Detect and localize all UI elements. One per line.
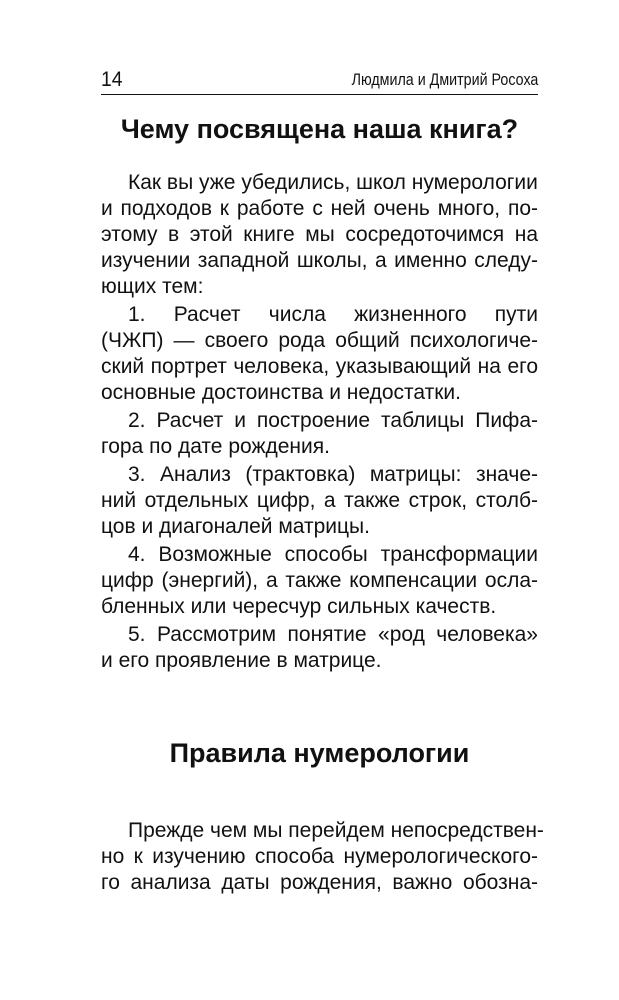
list-item-line: цов и диагоналей матрицы.	[101, 515, 370, 538]
paragraph-line: Как вы уже убедились, школ нумерологии	[128, 171, 538, 194]
list-item-line: бленных или чересчур сильных качеств.	[101, 595, 497, 618]
list-item-line: 5. Рассмотрим понятие «род человека»	[128, 623, 538, 646]
list-item-line: 2. Расчет и построение таблицы Пифа-	[128, 409, 538, 432]
section-heading: Чему посвящена наша книга?	[120, 114, 519, 144]
running-head	[101, 66, 538, 95]
paragraph-line: этому в этой книге мы сосредоточимся на	[101, 223, 538, 246]
list-item-line: 4. Возможные способы трансформации	[128, 543, 538, 566]
running-title: Людмила и Дмитрий Росоха	[351, 70, 538, 89]
list-item-line: цифр (энергий), а также компенсации осла-	[101, 569, 538, 592]
paragraph-line: го анализа даты рождения, важно обозна-	[101, 871, 538, 894]
paragraph-line: но к изучению способа нумерологического-	[101, 845, 538, 868]
list-item-line: гора по дате рождения.	[101, 435, 330, 458]
paragraph-line: изучении западной школы, а именно следу-	[101, 249, 538, 272]
list-item-line: и его проявление в матрице.	[101, 649, 382, 672]
list-item-line: 1. Расчет числа жизненного пути	[128, 303, 538, 326]
list-item-line: основные достоинства и недостатки.	[101, 381, 461, 404]
section-heading: Правила нумерологии	[169, 738, 470, 768]
list-item-line: ний отдельных цифр, а также строк, столб-	[101, 489, 538, 512]
paragraph-line: Прежде чем мы перейдем непосредствен-	[128, 819, 544, 842]
list-item-line: ский портрет человека, указывающий на его	[101, 355, 538, 378]
paragraph-line: и подходов к работе с ней очень много, по-	[101, 197, 538, 220]
paragraph-line: ющих тем:	[101, 275, 204, 298]
list-item-line: 3. Анализ (трактовка) матрицы: значе-	[128, 463, 538, 486]
page-number: 14	[101, 68, 123, 91]
list-item-line: (ЧЖП) — своего рода общий психологиче-	[101, 329, 538, 352]
